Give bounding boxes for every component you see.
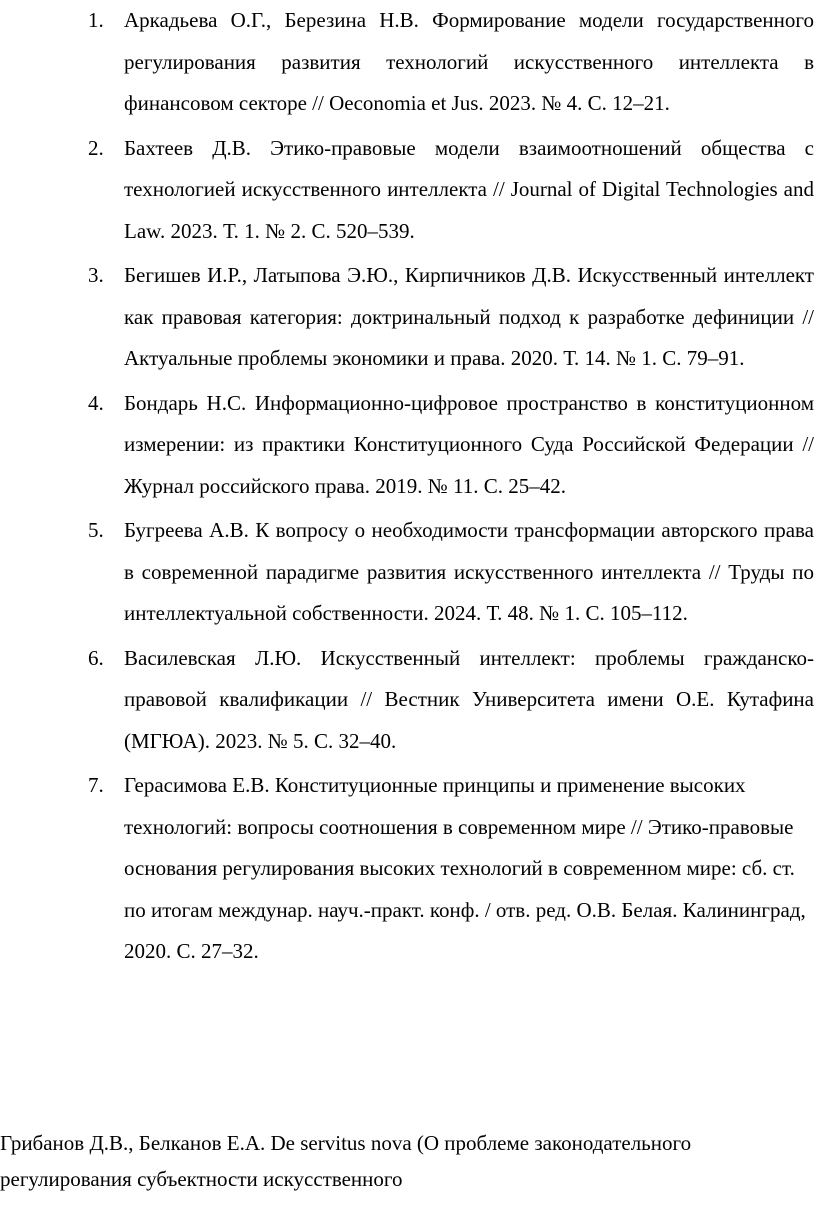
reference-text: Герасимова Е.В. Конституционные принципы и применение высоких технологий: вопросы соотношения в современном мире // Этико-правовые основания регулирования высоких технологий в современном мире: сб. ст. по итогам междунар. науч.-практ. конф. / отв. ред. О.В. Белая. Калининград, 2020. С. 27–32.	[124, 773, 806, 963]
reference-item	[0, 383, 816, 508]
reference-item	[0, 638, 816, 763]
reference-item	[0, 255, 816, 380]
reference-item	[0, 510, 816, 635]
reference-text: Василевская Л.Ю. Искусственный интеллект: проблемы гражданско-правовой квалификации // Вестник Университета имени О.Е. Кутафина (МГЮА). 2023. № 5. С. 32–40.	[124, 645, 814, 753]
reference-item	[0, 765, 816, 973]
reference-text: Бегишев И.Р., Латыпова Э.Ю., Кирпичников Д.В. Искусственный интеллект как правовая категория: доктринальный подход к разработке дефиниции // Актуальные проблемы экономики и права. 2020. Т. 14. № 1. С. 79–91.	[124, 263, 814, 370]
reference-text: Бугреева А.В. К вопросу о необходимости трансформации авторского права в современной парадигме развития искусственного интеллекта // Труды по интеллектуальной собственности. 2024. Т. 48. № 1. С. 105–112.	[124, 518, 814, 625]
reference-number: 1.	[88, 8, 104, 32]
reference-number: 5.	[88, 518, 104, 542]
reference-number: 3.	[88, 263, 104, 287]
reference-text: Бондарь Н.С. Информационно-цифровое пространство в конституционном измерении: из практики Конституционного Суда Российской Федерации // Журнал российского права. 2019. № 11. С. 25–42.	[124, 390, 814, 498]
reference-item	[0, 128, 816, 253]
reference-item	[0, 0, 816, 125]
reference-number: 6.	[88, 645, 104, 670]
trailing-reference-text: Грибанов Д.В., Белканов Е.А. De servitus nova (О проблеме законодательного регулирования субъектности искусственного	[0, 1131, 692, 1191]
reference-text: Бахтеев Д.В. Этико-правовые модели взаимоотношений общества с технологией искусственного интеллекта // Journal of Digital Technologies and Law. 2023. Т. 1. № 2. С. 520–539.	[124, 135, 814, 243]
reference-text: Аркадьева О.Г., Березина Н.В. Формирование модели государственного регулирования развития технологий искусственного интеллекта в финансовом секторе // Oeconomia et Jus. 2023. № 4. С. 12–21.	[124, 8, 814, 115]
reference-number: 7.	[88, 773, 104, 797]
reference-number: 2.	[88, 135, 104, 160]
reference-number: 4.	[88, 390, 104, 415]
